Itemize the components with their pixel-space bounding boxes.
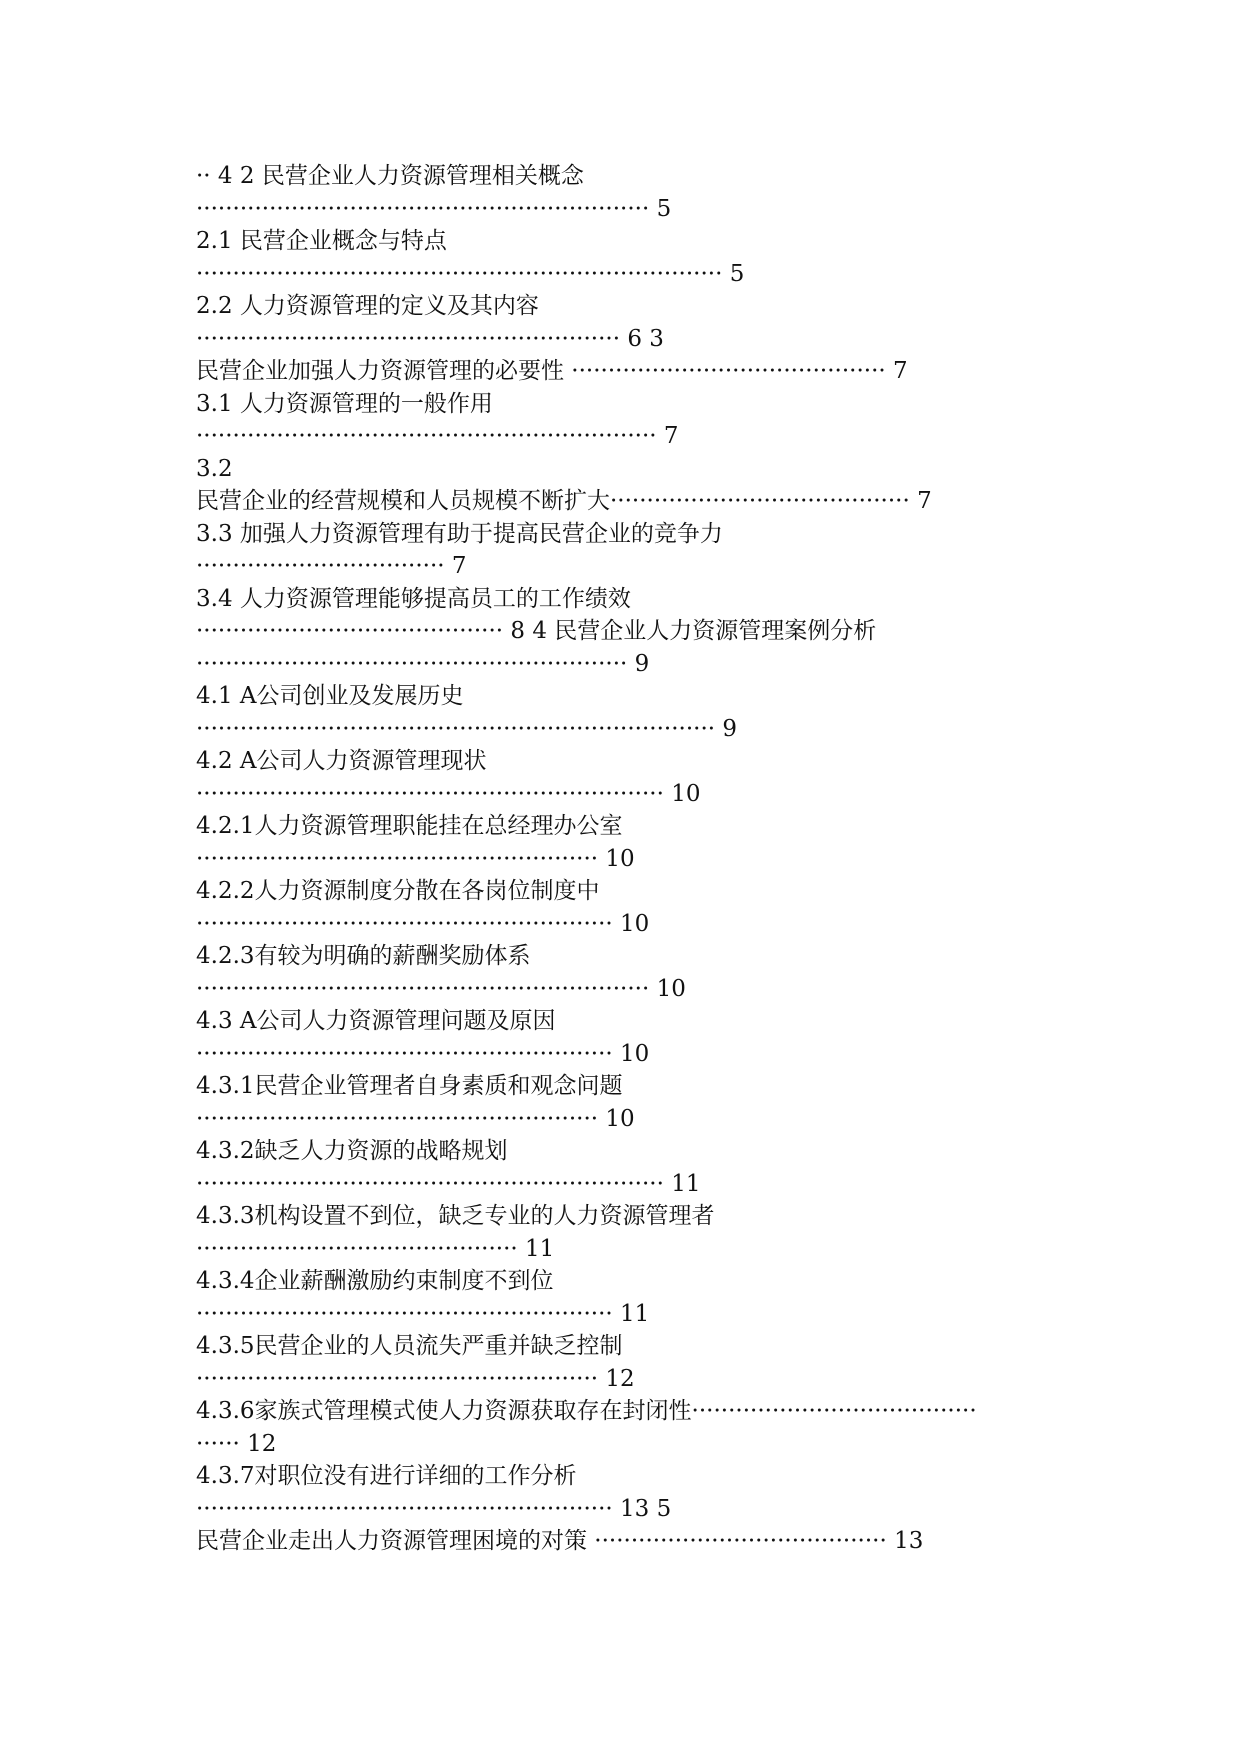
toc-line: 4.3.6家族式管理模式使人力资源获取存在封闭性······································· xyxy=(196,1398,977,1424)
toc-line: ······························································ 5 xyxy=(196,195,672,222)
toc-line: ··························································· 9 xyxy=(196,650,650,677)
toc-line: 民营企业的经营规模和人员规模不断扩大········································· 7 xyxy=(196,488,932,514)
toc-line: 民营企业加强人力资源管理的必要性 ··········································· 7 xyxy=(196,358,908,384)
toc-line: ························································· 13 5 xyxy=(196,1495,672,1522)
toc-line: ························································· 11 xyxy=(196,1300,650,1327)
toc-line: 4.2.2人力资源制度分散在各岗位制度中 xyxy=(196,878,600,904)
toc-line: 3.4 人力资源管理能够提高员工的工作绩效 xyxy=(196,585,631,612)
toc-line: 4.1 A公司创业及发展历史 xyxy=(196,683,464,709)
toc-line: ······························································· 7 xyxy=(196,423,679,449)
toc-line: ·········································· 8 4 民营企业人力资源管理案例分析 xyxy=(196,618,877,644)
toc-line: ·························································· 6 3 xyxy=(196,325,664,352)
toc-line: ························································· 10 xyxy=(196,1040,650,1067)
toc-line: ································································ 11 xyxy=(196,1170,701,1197)
table-of-contents xyxy=(196,160,1056,1558)
toc-line: 4.3.5民营企业的人员流失严重并缺乏控制 xyxy=(196,1333,623,1359)
toc-line: 4.3.2缺乏人力资源的战略规划 xyxy=(196,1138,508,1164)
toc-line: 4.2.3有较为明确的薪酬奖励体系 xyxy=(196,943,531,969)
toc-line: ·································· 7 xyxy=(196,553,467,579)
toc-line: 4.3.1民营企业管理者自身素质和观念问题 xyxy=(196,1073,623,1099)
toc-line: ······ 12 xyxy=(196,1430,277,1457)
toc-line: 3.1 人力资源管理的一般作用 xyxy=(196,390,493,417)
toc-line: ······················································· 10 xyxy=(196,1105,635,1132)
toc-line: ······················································· 12 xyxy=(196,1365,635,1392)
toc-line: 4.3.4企业薪酬激励约束制度不到位 xyxy=(196,1268,554,1294)
toc-line: 民营企业走出人力资源管理困境的对策 ········································ 13 xyxy=(196,1528,924,1554)
toc-line: 4.3.7对职位没有进行详细的工作分析 xyxy=(196,1463,577,1489)
toc-line: ······················································· 10 xyxy=(196,845,635,872)
toc-line: ························································· 10 xyxy=(196,910,650,937)
toc-line: ·· 4 2 民营企业人力资源管理相关概念 xyxy=(196,163,584,189)
toc-line: ································································ 10 xyxy=(196,780,701,807)
toc-line: ······································································· 9 xyxy=(196,715,738,742)
toc-line: 2.2 人力资源管理的定义及其内容 xyxy=(196,293,539,319)
toc-line: 2.1 民营企业概念与特点 xyxy=(196,228,447,254)
toc-line: 4.3.3机构设置不到位，缺乏专业的人力资源管理者 xyxy=(196,1203,715,1229)
toc-line: ········································································ 5 xyxy=(196,260,745,287)
toc-line: 3.3 加强人力资源管理有助于提高民营企业的竞争力 xyxy=(196,520,723,547)
toc-line: ············································ 11 xyxy=(196,1235,555,1262)
toc-line: 4.3 A公司人力资源管理问题及原因 xyxy=(196,1008,556,1034)
toc-line: 4.2 A公司人力资源管理现状 xyxy=(196,748,487,774)
toc-line: 3.2 xyxy=(196,455,233,482)
toc-line: 4.2.1人力资源管理职能挂在总经理办公室 xyxy=(196,813,623,839)
toc-line: ······························································ 10 xyxy=(196,975,686,1002)
